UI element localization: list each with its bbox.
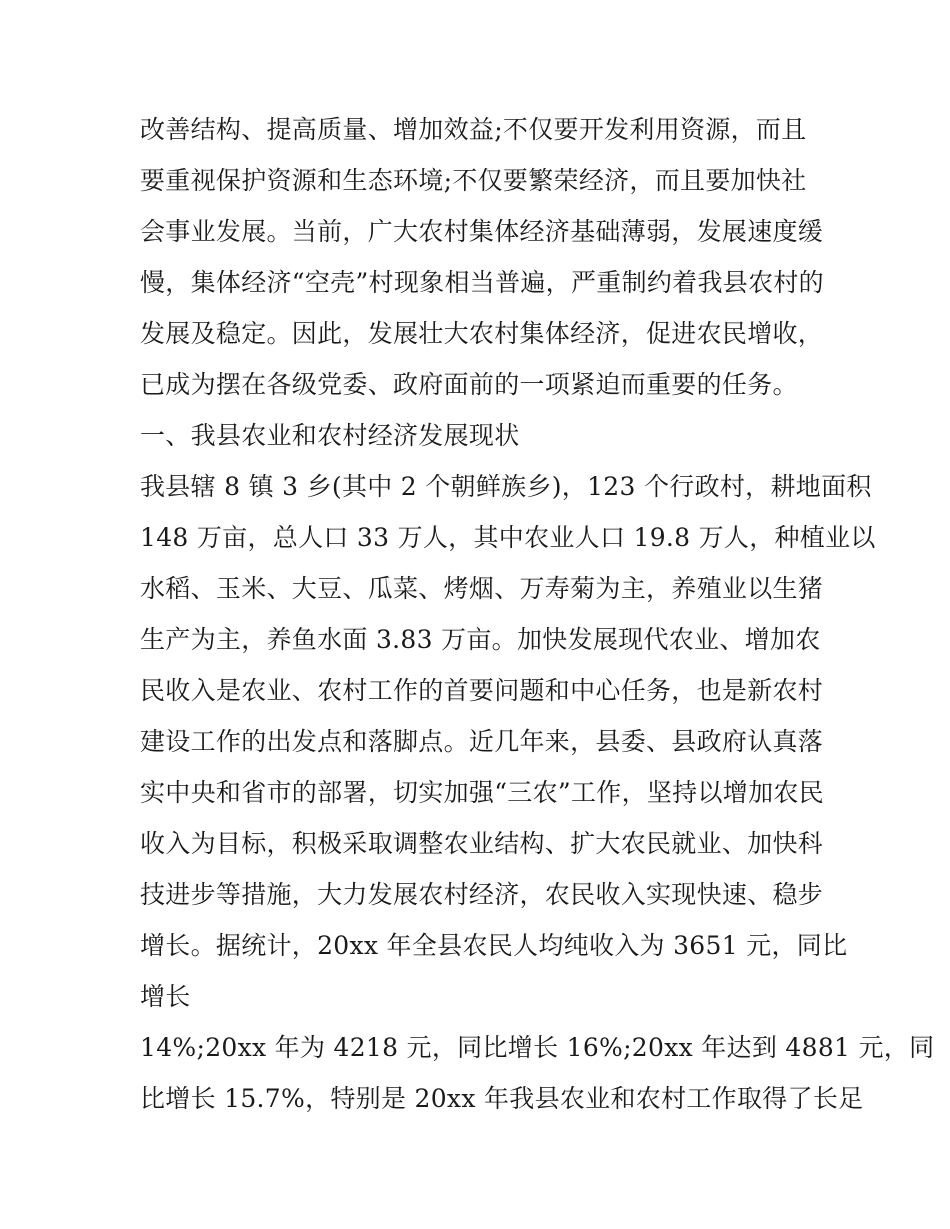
text-line-17: 增长。据统计，20xx 年全县农民人均纯收入为 3651 元，同比 <box>140 931 848 960</box>
text-line-1: 改善结构、提高质量、增加效益;不仅要开发利用资源，而且 <box>140 115 807 144</box>
text-line-15: 收入为目标，积极采取调整农业结构、扩大农民就业、加快科 <box>140 829 824 858</box>
text-line-13: 建设工作的出发点和落脚点。近几年来，县委、县政府认真落 <box>140 727 824 756</box>
text-line-12: 民收入是农业、农村工作的首要问题和中心任务，也是新农村 <box>140 676 824 705</box>
text-line-16: 技进步等措施，大力发展农村经济，农民收入实现快速、稳步 <box>140 880 824 909</box>
text-line-9: 148 万亩，总人口 33 万人，其中农业人口 19.8 万人，种植业以 <box>140 523 876 552</box>
text-line-19: 14%;20xx 年为 4218 元，同比增长 16%;20xx 年达到 4881 元，同 <box>140 1033 935 1062</box>
body-text <box>140 104 935 1124</box>
text-line-5: 发展及稳定。因此，发展壮大农村集体经济，促进农民增收， <box>140 319 824 348</box>
text-line-14: 实中央和省市的部署，切实加强“三农”工作，坚持以增加农民 <box>140 778 824 807</box>
text-line-2: 要重视保护资源和生态环境;不仅要繁荣经济，而且要加快社 <box>140 166 807 195</box>
text-line-11: 生产为主，养鱼水面 3.83 万亩。加快发展现代农业、增加农 <box>140 625 821 654</box>
text-line-8: 我县辖 8 镇 3 乡(其中 2 个朝鲜族乡)，123 个行政村，耕地面积 <box>140 472 872 501</box>
text-line-3: 会事业发展。当前，广大农村集体经济基础薄弱，发展速度缓 <box>140 217 824 246</box>
text-line-18: 增长 <box>140 982 191 1011</box>
text-line-10: 水稻、玉米、大豆、瓜菜、烤烟、万寿菊为主，养殖业以生猪 <box>140 574 824 603</box>
text-line-20: 比增长 15.7%，特别是 20xx 年我县农业和农村工作取得了长足 <box>140 1084 864 1113</box>
section-heading: 一、我县农业和农村经济发展现状 <box>140 421 520 450</box>
text-line-4: 慢，集体经济“空壳”村现象相当普遍，严重制约着我县农村的 <box>140 268 824 297</box>
text-line-6: 已成为摆在各级党委、政府面前的一项紧迫而重要的任务。 <box>140 370 798 399</box>
